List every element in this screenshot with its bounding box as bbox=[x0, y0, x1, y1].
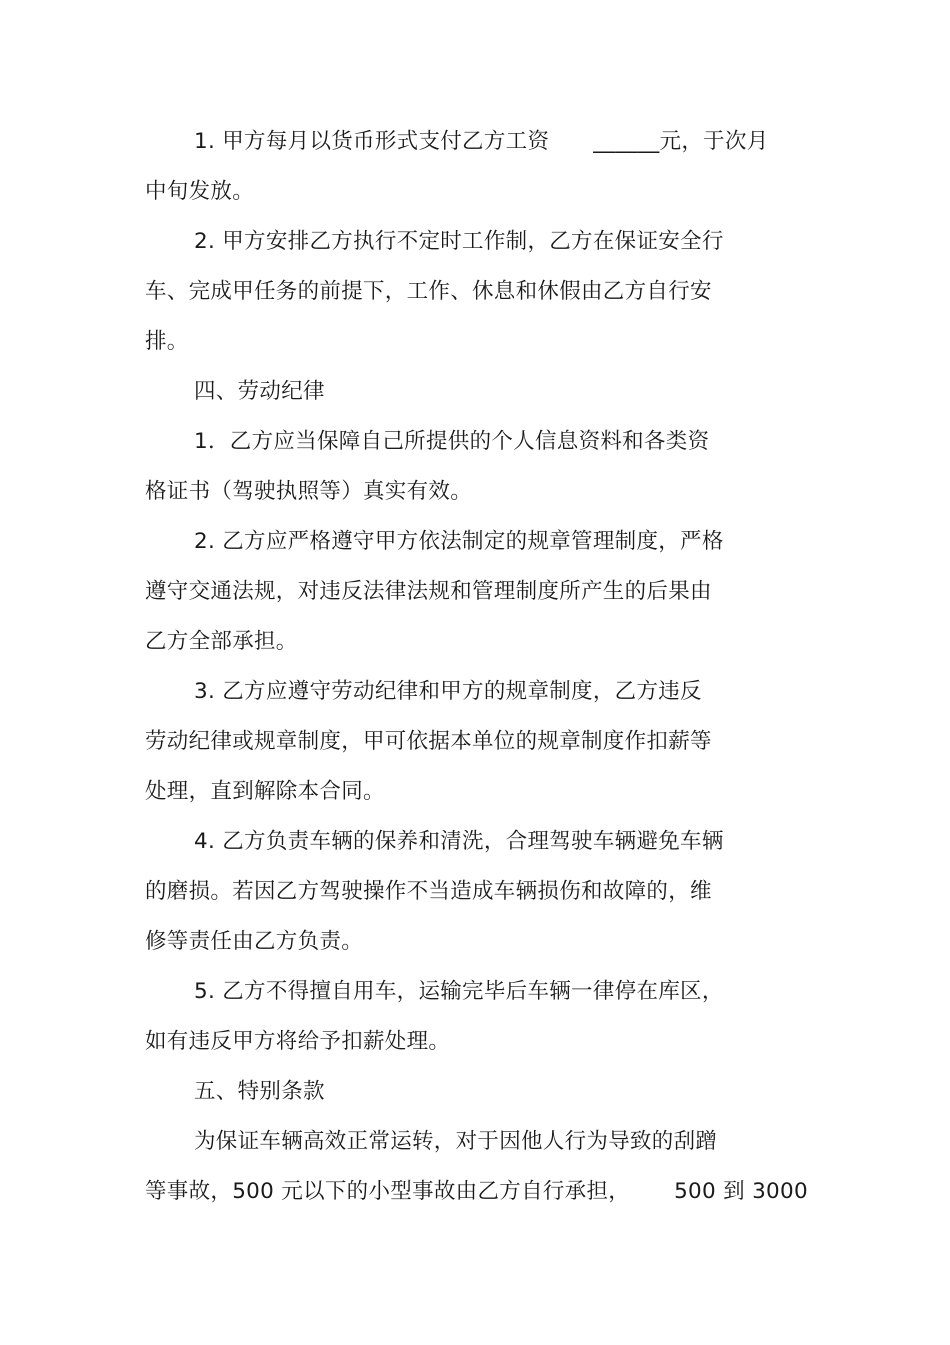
line-22-range: 500 到 3000 bbox=[674, 1179, 808, 1204]
line-8: 格证书（驾驶执照等）真实有效。 bbox=[145, 479, 473, 504]
line-5: 排。 bbox=[145, 329, 189, 354]
section-heading-5: 五、特别条款 bbox=[194, 1079, 325, 1104]
line-9: 2. 乙方应严格遵守甲方依法制定的规章管理制度，严格 bbox=[194, 529, 724, 554]
line-4: 车、完成甲任务的前提下，工作、休息和休假由乙方自行安 bbox=[145, 279, 712, 304]
section-heading-4: 四、劳动纪律 bbox=[194, 379, 325, 404]
line-18: 5. 乙方不得擅自用车，运输完毕后车辆一律停在库区， bbox=[194, 979, 724, 1004]
line-12: 3. 乙方应遵守劳动纪律和甲方的规章制度，乙方违反 bbox=[194, 679, 702, 704]
salary-blank: ______元，于次月 bbox=[593, 129, 769, 154]
line-14: 处理，直到解除本合同。 bbox=[145, 779, 385, 804]
line-2: 中旬发放。 bbox=[145, 179, 255, 204]
line-22-text: 等事故，500 元以下的小型事故由乙方自行承担， bbox=[145, 1179, 631, 1204]
line-19: 如有违反甲方将给予扣薪处理。 bbox=[145, 1029, 451, 1054]
line-11: 乙方全部承担。 bbox=[145, 629, 298, 654]
line-7: 1．乙方应当保障自己所提供的个人信息资料和各类资 bbox=[194, 429, 710, 454]
line-1 bbox=[194, 128, 769, 156]
line-21: 为保证车辆高效正常运转，对于因他人行为导致的刮蹭 bbox=[194, 1129, 718, 1154]
line-10: 遵守交通法规，对违反法律法规和管理制度所产生的后果由 bbox=[145, 579, 712, 604]
line-13: 劳动纪律或规章制度，甲可依据本单位的规章制度作扣薪等 bbox=[145, 729, 712, 754]
line-16: 的磨损。若因乙方驾驶操作不当造成车辆损伤和故障的，维 bbox=[145, 879, 712, 904]
line-17: 修等责任由乙方负责。 bbox=[145, 929, 364, 954]
line-1-text: 1. 甲方每月以货币形式支付乙方工资 bbox=[194, 129, 550, 154]
line-3: 2. 甲方安排乙方执行不定时工作制，乙方在保证安全行 bbox=[194, 229, 724, 254]
line-22 bbox=[145, 1178, 808, 1206]
line-15: 4. 乙方负责车辆的保养和清洗，合理驾驶车辆避免车辆 bbox=[194, 829, 724, 854]
